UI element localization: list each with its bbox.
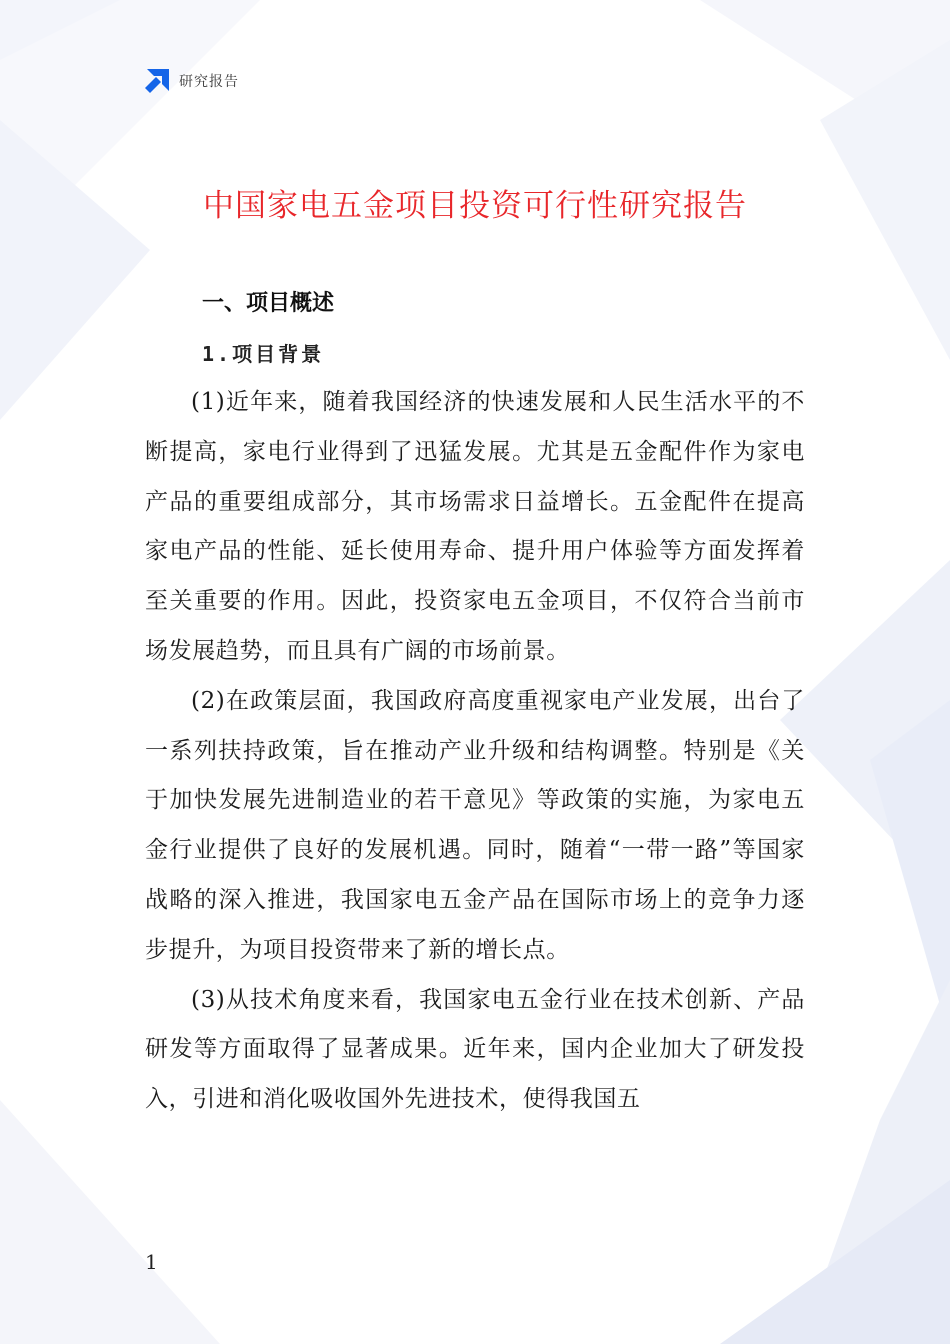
sub-heading: 1.项目背景 bbox=[202, 342, 325, 366]
document-title: 中国家电五金项目投资可行性研究报告 bbox=[203, 188, 747, 224]
paragraph: (3)从技术角度来看，我国家电五金行业在技术创新、产品研发等方面取得了显著成果。近年来，国内企业加大了研发投入，引进和消化吸收国外先进技术，使得我国五 bbox=[145, 986, 805, 1113]
body-text bbox=[145, 378, 805, 1125]
paragraph: (1)近年来，随着我国经济的快速发展和人民生活水平的不断提高，家电行业得到了迅猛发展。尤其是五金配件作为家电产品的重要组成部分，其市场需求日益增长。五金配件在提高家电产品的性能、延长使用寿命、提升用户体验等方面发挥着至关重要的作用。因此，投资家电五金项目，不仅符合当前市场发展趋势，而且具有广阔的市场前景。 bbox=[145, 389, 805, 664]
header-label: 研究报告 bbox=[179, 74, 239, 90]
page-number: 1 bbox=[145, 1250, 158, 1274]
page-header bbox=[143, 66, 239, 96]
paragraph: (2)在政策层面，我国政府高度重视家电产业发展，出台了一系列扶持政策，旨在推动产业升级和结构调整。特别是《关于加快发展先进制造业的若干意见》等政策的实施，为家电五金行业提供了良好的发展机遇。同时，随着“一带一路”等国家战略的深入推进，我国家电五金产品在国际市场上的竞争力逐步提升，为项目投资带来了新的增长点。 bbox=[145, 687, 805, 963]
arrow-up-right-icon bbox=[143, 67, 171, 95]
section-heading: 一、项目概述 bbox=[202, 291, 335, 316]
